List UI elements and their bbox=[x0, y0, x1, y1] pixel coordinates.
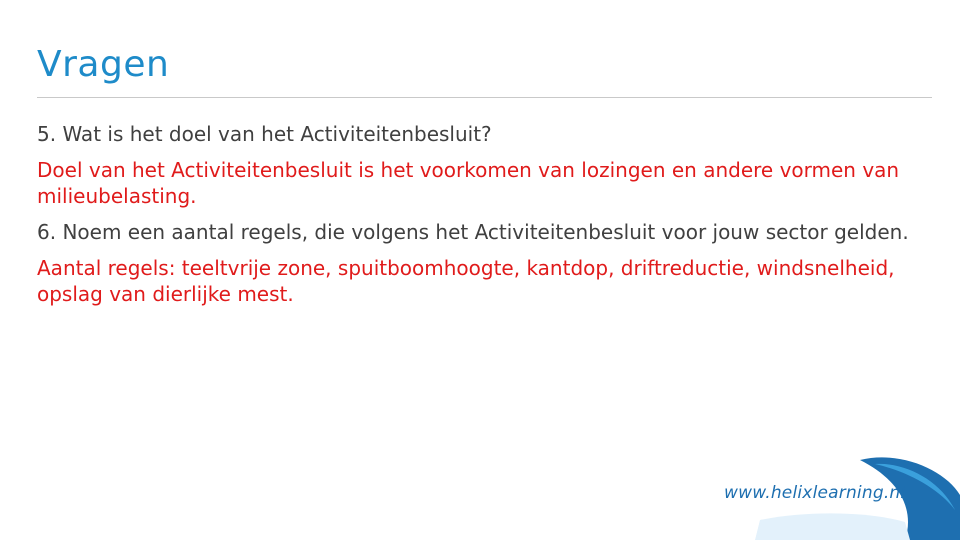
slide-body bbox=[37, 121, 917, 317]
question-6: 6. Noem een aantal regels, die volgens het Activiteitenbesluit voor jouw sector gelden. bbox=[37, 220, 909, 244]
website-logo-text[interactable]: www.helixlearning.nl bbox=[724, 483, 906, 503]
slide-title: Vragen bbox=[37, 44, 170, 85]
answer-5: Doel van het Activiteitenbesluit is het voorkomen van lozingen en andere vormen van milieubelasting. bbox=[37, 158, 900, 208]
question-5: 5. Wat is het doel van het Activiteitenbesluit? bbox=[37, 122, 492, 146]
title-divider bbox=[37, 97, 932, 98]
answer-6: Aantal regels: teeltvrije zone, spuitboomhoogte, kantdop, driftreductie, windsnelheid, opslag van dierlijke mest. bbox=[37, 256, 895, 306]
